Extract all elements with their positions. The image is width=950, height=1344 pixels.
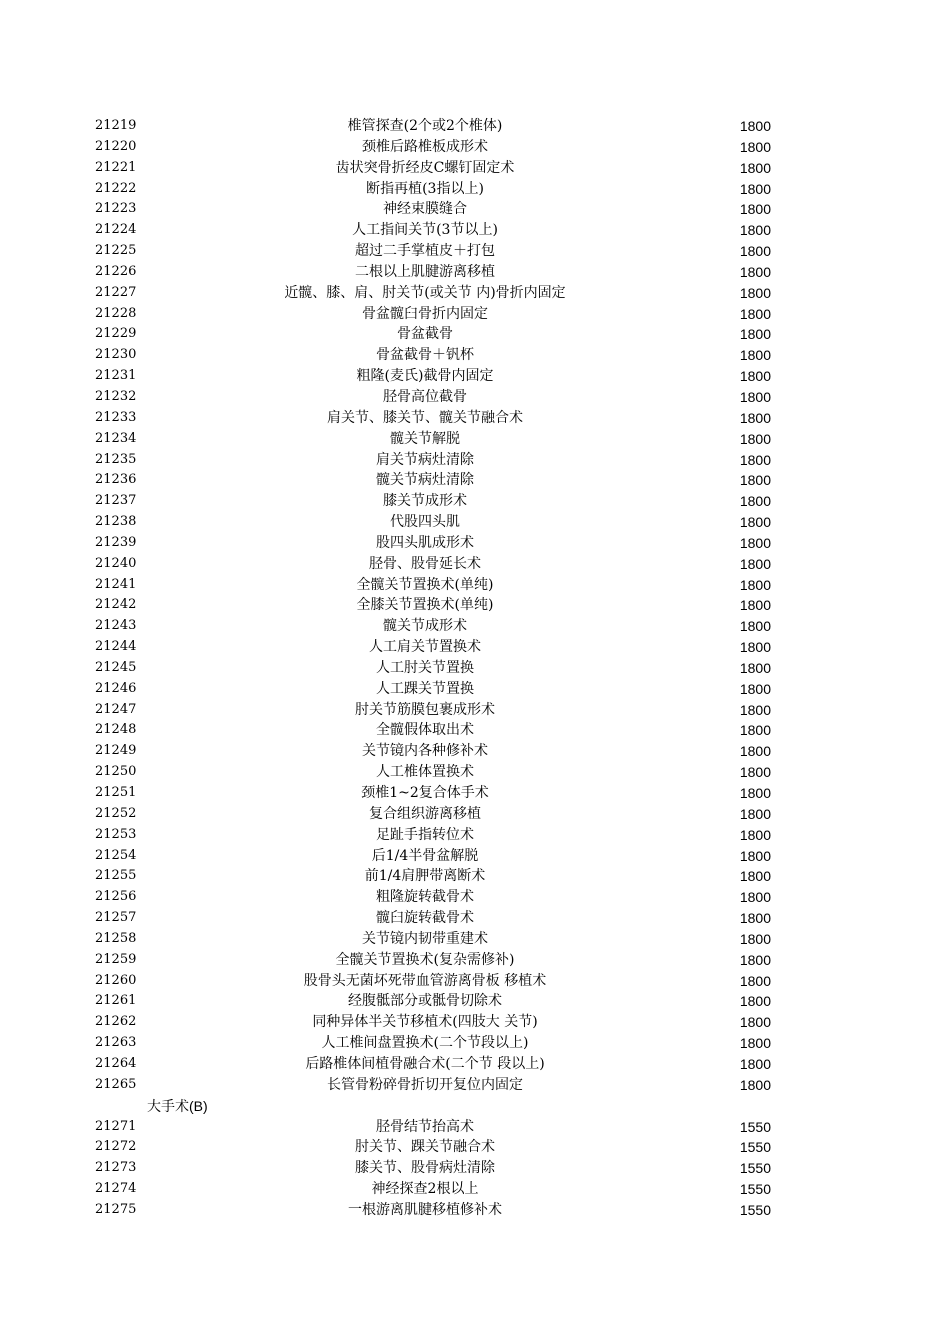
procedure-code: 21260 (95, 972, 137, 988)
procedure-price: 1800 (739, 180, 771, 197)
procedure-code: 21255 (95, 868, 137, 884)
procedure-code: 21275 (95, 1201, 137, 1217)
procedure-name: 全髋关节置换术(单纯) (356, 576, 494, 593)
table-row (0, 429, 950, 450)
table-row (0, 929, 950, 950)
procedure-price: 1800 (739, 910, 771, 927)
procedure-price: 1800 (739, 576, 771, 593)
procedure-code: 21231 (95, 368, 137, 384)
procedure-name: 关节镜内各种修补术 (362, 743, 488, 760)
procedure-code: 21233 (95, 409, 137, 425)
procedure-price: 1800 (739, 493, 771, 510)
table-row (0, 158, 950, 179)
procedure-name: 断指再植(3指以上) (366, 180, 484, 197)
procedure-code: 21245 (95, 659, 137, 675)
table-row (0, 575, 950, 596)
table-row (0, 908, 950, 929)
table-row (0, 762, 950, 783)
table-row (0, 637, 950, 658)
procedure-code: 21261 (95, 993, 137, 1009)
table-row (0, 1200, 950, 1221)
procedure-name: 关节镜内韧带重建术 (362, 930, 488, 947)
procedure-name: 股骨头无菌坏死带血管游离骨板 移植术 (303, 972, 547, 989)
procedure-name: 神经束膜缝合 (383, 201, 467, 218)
procedure-price: 1800 (739, 451, 771, 468)
procedure-name: 粗隆(麦氏)截骨内固定 (356, 368, 494, 385)
procedure-code: 21252 (95, 805, 137, 821)
procedure-price: 1800 (739, 159, 771, 176)
procedure-name: 骨盆截骨 (397, 326, 453, 343)
procedure-name: 复合组织游离移植 (369, 805, 481, 822)
procedure-code: 21229 (95, 326, 137, 342)
procedure-name: 人工指间关节(3节以上) (352, 222, 498, 239)
procedure-code: 21265 (95, 1076, 137, 1092)
table-row (0, 116, 950, 137)
table-row (0, 950, 950, 971)
procedure-price: 1550 (739, 1118, 771, 1135)
procedure-name: 肩关节病灶清除 (376, 451, 474, 468)
procedure-price: 1800 (739, 597, 771, 614)
table-row (0, 700, 950, 721)
table-row (0, 533, 950, 554)
procedure-name: 椎管探查(2个或2个椎体) (347, 118, 503, 134)
procedure-code: 21234 (95, 430, 137, 446)
procedure-name: 股四头肌成形术 (376, 534, 474, 551)
procedure-price: 1800 (739, 764, 771, 781)
procedure-code: 21251 (95, 785, 137, 800)
procedure-price: 1800 (739, 118, 771, 134)
table-row (0, 1179, 950, 1200)
procedure-name: 同种异体半关节移植术(四肢大 关节) (312, 1014, 538, 1031)
procedure-name: 膝关节成形术 (383, 493, 467, 510)
procedure-code: 21228 (95, 305, 137, 321)
procedure-price: 1550 (739, 1181, 771, 1198)
table-row (0, 866, 950, 887)
procedure-name: 长管骨粉碎骨折切开复位内固定 (327, 1076, 523, 1093)
procedure-name: 肘关节筋膜包裹成形术 (355, 701, 495, 718)
procedure-price: 1800 (739, 868, 771, 885)
procedure-name: 肩关节、膝关节、髋关节融合术 (327, 409, 523, 426)
procedure-name: 髋关节病灶清除 (376, 472, 474, 489)
procedure-code: 21248 (95, 722, 137, 738)
procedure-name: 人工椎体置换术 (376, 764, 474, 781)
procedure-code: 21225 (95, 243, 137, 259)
table-row (0, 199, 950, 220)
procedure-price: 1800 (739, 263, 771, 280)
table-row (0, 470, 950, 491)
procedure-code: 21243 (95, 618, 137, 634)
procedure-code: 21240 (95, 555, 137, 571)
table-row (0, 1033, 950, 1054)
procedure-code: 21239 (95, 534, 137, 550)
procedure-price: 1800 (739, 1055, 771, 1072)
table-row (0, 971, 950, 992)
table-row (0, 241, 950, 262)
procedure-code: 21227 (95, 284, 137, 300)
procedure-name: 人工肩关节置换术 (369, 639, 481, 656)
table-row (0, 554, 950, 575)
procedure-name: 胫骨结节抬高术 (376, 1118, 474, 1135)
procedure-code: 21222 (95, 180, 137, 196)
procedure-code: 21235 (95, 451, 137, 467)
procedure-code: 21264 (95, 1055, 137, 1071)
procedure-price: 1800 (739, 951, 771, 968)
table-row (0, 450, 950, 471)
table-row (0, 366, 950, 387)
procedure-price: 1800 (739, 430, 771, 447)
table-row (0, 1158, 950, 1179)
procedure-name: 胫骨高位截骨 (383, 388, 467, 405)
procedure-code: 21226 (95, 263, 137, 279)
procedure-code: 21238 (95, 514, 137, 530)
procedure-name: 颈椎后路椎板成形术 (362, 138, 488, 155)
procedure-price: 1800 (739, 1035, 771, 1052)
procedure-code: 21246 (95, 680, 137, 696)
procedure-price: 1800 (739, 639, 771, 656)
procedure-price: 1800 (739, 972, 771, 989)
procedure-name: 齿状突骨折经皮C螺钉固定术 (335, 159, 515, 176)
procedure-price: 1800 (739, 701, 771, 718)
procedure-price: 1800 (739, 785, 771, 801)
procedure-code: 21258 (95, 930, 137, 946)
table-row (0, 1075, 950, 1096)
procedure-code: 21254 (95, 847, 137, 863)
procedure-price: 1800 (739, 618, 771, 635)
procedure-price: 1800 (739, 930, 771, 947)
table-row (0, 262, 950, 283)
procedure-name: 髋关节解脱 (390, 430, 460, 447)
table-row (0, 595, 950, 616)
procedure-price: 1800 (739, 1076, 771, 1093)
procedure-name: 神经探查2根以上 (371, 1181, 479, 1198)
procedure-price: 1800 (739, 722, 771, 739)
procedure-name: 超过二手掌植皮＋打包 (355, 243, 495, 260)
table-row (0, 825, 950, 846)
table-row (0, 491, 950, 512)
table-row (0, 304, 950, 325)
procedure-code: 21244 (95, 639, 137, 655)
table-row (0, 283, 950, 304)
procedure-price: 1800 (739, 555, 771, 572)
table-row (0, 616, 950, 637)
procedure-name: 二根以上肌腱游离移植 (355, 263, 495, 280)
procedure-code: 21224 (95, 222, 137, 238)
procedure-code: 21271 (95, 1118, 137, 1134)
procedure-code: 21256 (95, 889, 137, 905)
procedure-name: 全髋关节置换术(复杂需修补) (335, 951, 515, 968)
procedure-name: 经腹骶部分或骶骨切除术 (348, 993, 502, 1010)
table-row (0, 658, 950, 679)
table-row (0, 846, 950, 867)
procedure-name: 骨盆截骨＋钒杯 (376, 347, 474, 364)
procedure-price: 1800 (739, 534, 771, 551)
table-row (0, 720, 950, 741)
procedure-name: 后1/4半骨盆解脱 (371, 847, 479, 864)
procedure-code: 21230 (95, 347, 137, 363)
procedure-name: 一根游离肌腱移植修补术 (348, 1201, 502, 1218)
procedure-price: 1800 (739, 388, 771, 405)
table-row (0, 1117, 950, 1138)
procedure-code: 21219 (95, 118, 137, 133)
procedure-code: 21273 (95, 1160, 137, 1176)
procedure-code: 21242 (95, 597, 137, 613)
procedure-code: 21253 (95, 826, 137, 842)
procedure-name: 颈椎1~2复合体手术 (361, 785, 489, 801)
procedure-code: 21274 (95, 1181, 137, 1197)
procedure-price: 1800 (739, 889, 771, 906)
procedure-price: 1800 (739, 847, 771, 864)
table-row (0, 804, 950, 825)
procedure-price: 1800 (739, 305, 771, 322)
procedure-name: 人工踝关节置换 (376, 680, 474, 697)
procedure-name: 人工椎间盘置换术(二个节段以上) (321, 1035, 529, 1052)
table-row (0, 179, 950, 200)
procedure-code: 21259 (95, 951, 137, 967)
table-row (0, 887, 950, 908)
table-row (0, 137, 950, 158)
table-row (0, 324, 950, 345)
procedure-name: 足趾手指转位术 (376, 826, 474, 843)
procedure-name: 全膝关节置换术(单纯) (356, 597, 494, 614)
procedure-name: 全髋假体取出术 (376, 722, 474, 739)
procedure-code: 21241 (95, 576, 137, 592)
procedure-code: 21221 (95, 159, 137, 175)
procedure-name: 近髋、膝、肩、肘关节(或关节 内)骨折内固定 (284, 284, 566, 301)
procedure-code: 21257 (95, 910, 137, 926)
procedure-name: 骨盆髋臼骨折内固定 (362, 305, 488, 322)
procedure-price: 1800 (739, 284, 771, 301)
procedure-price: 1800 (739, 1014, 771, 1031)
procedure-price: 1800 (739, 472, 771, 489)
procedure-price: 1800 (739, 743, 771, 760)
procedure-code: 21247 (95, 701, 137, 717)
table-row (0, 741, 950, 762)
procedure-price: 1550 (739, 1139, 771, 1156)
procedure-code: 21223 (95, 201, 137, 217)
fee-schedule-sheet (0, 116, 950, 1221)
table-row (0, 783, 950, 804)
procedure-price: 1800 (739, 659, 771, 676)
procedure-price: 1800 (739, 993, 771, 1010)
procedure-price: 1800 (739, 409, 771, 426)
procedure-name: 前1/4肩胛带离断术 (364, 868, 486, 885)
table-row (0, 345, 950, 366)
table-row (0, 1137, 950, 1158)
procedure-price: 1800 (739, 514, 771, 531)
table-row (0, 679, 950, 700)
procedure-code: 21220 (95, 138, 137, 154)
procedure-price: 1800 (739, 243, 771, 260)
procedure-code: 21232 (95, 388, 137, 404)
procedure-name: 粗隆旋转截骨术 (376, 889, 474, 906)
procedure-price: 1550 (739, 1201, 771, 1218)
table-row (0, 512, 950, 533)
procedure-name: 代股四头肌 (390, 514, 460, 531)
procedure-price: 1800 (739, 201, 771, 218)
table-row (0, 220, 950, 241)
procedure-name: 人工肘关节置换 (376, 659, 474, 676)
procedure-price: 1550 (739, 1160, 771, 1177)
procedure-price: 1800 (739, 222, 771, 239)
procedure-name: 胫骨、股骨延长术 (369, 555, 481, 572)
procedure-price: 1800 (739, 326, 771, 343)
procedure-code: 21272 (95, 1139, 137, 1155)
procedure-name: 膝关节、股骨病灶清除 (355, 1160, 495, 1177)
procedure-name: 髋臼旋转截骨术 (376, 910, 474, 927)
procedure-price: 1800 (739, 805, 771, 822)
procedure-price: 1800 (739, 347, 771, 364)
procedure-price: 1800 (739, 826, 771, 843)
procedure-code: 21237 (95, 493, 137, 509)
table-row (0, 1054, 950, 1075)
table-row (0, 408, 950, 429)
table-row (0, 991, 950, 1012)
procedure-code: 21236 (95, 472, 137, 488)
procedure-price: 1800 (739, 368, 771, 385)
section-title: 大手术(B) (147, 1097, 208, 1114)
procedure-code: 21249 (95, 743, 137, 759)
table-row (0, 1012, 950, 1033)
procedure-price: 1800 (739, 138, 771, 155)
procedure-code: 21263 (95, 1035, 137, 1051)
procedure-code: 21250 (95, 764, 137, 780)
table-row (0, 387, 950, 408)
procedure-price: 1800 (739, 680, 771, 697)
procedure-name: 后路椎体间植骨融合术(二个节 段以上) (305, 1055, 545, 1072)
procedure-code: 21262 (95, 1014, 137, 1030)
procedure-name: 髋关节成形术 (383, 618, 467, 635)
procedure-name: 肘关节、踝关节融合术 (355, 1139, 495, 1156)
section-header-row (0, 1096, 950, 1117)
